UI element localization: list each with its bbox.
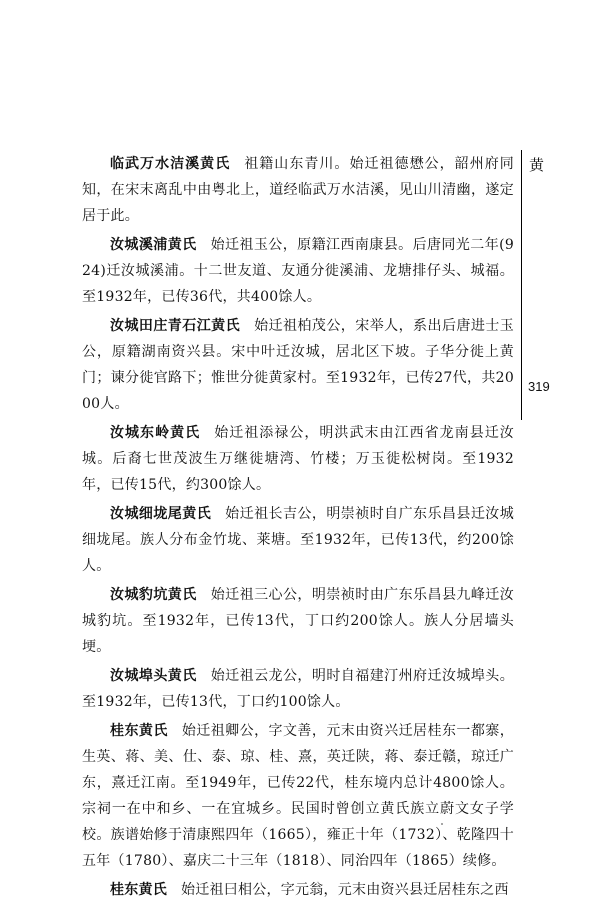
entry-title: 汝城东岭黄氏 (110, 425, 201, 441)
entry-paragraph (82, 582, 514, 660)
entry-text: 祖籍山东青川。始迁祖德懋公，韶州府同知，在宋末离乱中由粤北上，道经临武万水洁溪，见山川清幽，遂定居于此。 (82, 156, 515, 224)
entry-text: 始迁祖卿公，字文善，元末由资兴迁居桂东一都寨，生英、蒋、美、仕、泰、琼、桂、熹，英迁陕，蒋、泰迁赣，琼迁广东，熹迁江南。至1949年，已传22代，桂东境内总计4800馀人。宗祠一在中和乡、一在宜城乡。民国时曾创立黄氏族立蔚文女子学校。族谱始修于清康熙四年（1665），雍正十年（1732）、乾隆四十五年（1780）、嘉庆二十三年（1818）、同治四年（1865）续修。 (82, 723, 515, 869)
entry-title: 汝城豹坑黄氏 (110, 587, 197, 603)
entry-paragraph (82, 420, 514, 498)
entry-title: 汝城埠头黄氏 (110, 668, 197, 684)
entry-title: 汝城溪浦黄氏 (110, 237, 197, 253)
entry-text: 始迁祖玉公，原籍江西南康县。后唐同光二年(924)迁汝城溪浦。十二世友道、友通分徙溪浦、龙塘排仔头、城福。至1932年，已传36代，共400馀人。 (82, 237, 515, 305)
entry-text: 始迁祖三心公，明崇祯时由广东乐昌县九峰迁汝城豹坑。至1932年，已传13代，丁口约200馀人。族人分居墙头埂。 (82, 587, 515, 655)
entry-paragraph (82, 718, 514, 874)
side-index-character: 黄 (529, 156, 545, 174)
entry-title: 临武万水洁溪黄氏 (110, 156, 231, 172)
entry-paragraph (82, 877, 514, 903)
entry-text: 始迁祖云龙公，明时自福建汀州府迁汝城埠头。至1932年，已传13代，丁口约100馀人。 (82, 668, 515, 710)
entry-list (82, 151, 514, 903)
entry-paragraph (82, 663, 514, 715)
margin-rule (521, 150, 522, 420)
entry-text: 始迁祖长吉公，明崇祯时自广东乐昌县迁汝城细垅尾。族人分布金竹垅、莱塘。至1932年，已传13代，约200馀人。 (82, 506, 515, 574)
page-number: 319 (528, 379, 550, 394)
scan-speck (441, 823, 443, 825)
entry-title: 桂东黄氏 (110, 882, 167, 898)
entry-title: 汝城细垅尾黄氏 (110, 506, 212, 522)
entry-text: 始迁祖添禄公，明洪武末由江西省龙南县迁汝城。后裔七世茂波生万继徙塘湾、竹楼；万玉徙松树岗。至1932年，已传15代，约300馀人。 (82, 425, 515, 493)
entry-paragraph (82, 313, 514, 417)
entry-paragraph (82, 151, 514, 229)
entry-text: 始迁祖柏茂公，宋举人，系出后唐进士玉公，原籍湖南资兴县。宋中叶迁汝城，居北区下坡。子华分徙上黄门；谏分徙官路下；惟世分徙黄家村。至1932年，已传27代，共2000人。 (82, 318, 515, 412)
entry-title: 桂东黄氏 (110, 723, 168, 739)
entry-text: 始迁祖曰相公，字元翁，元末由资兴县迁居桂东之西 (181, 882, 509, 898)
entry-paragraph (82, 501, 514, 579)
entry-paragraph (82, 232, 514, 310)
entry-title: 汝城田庄青石江黄氏 (110, 318, 241, 334)
